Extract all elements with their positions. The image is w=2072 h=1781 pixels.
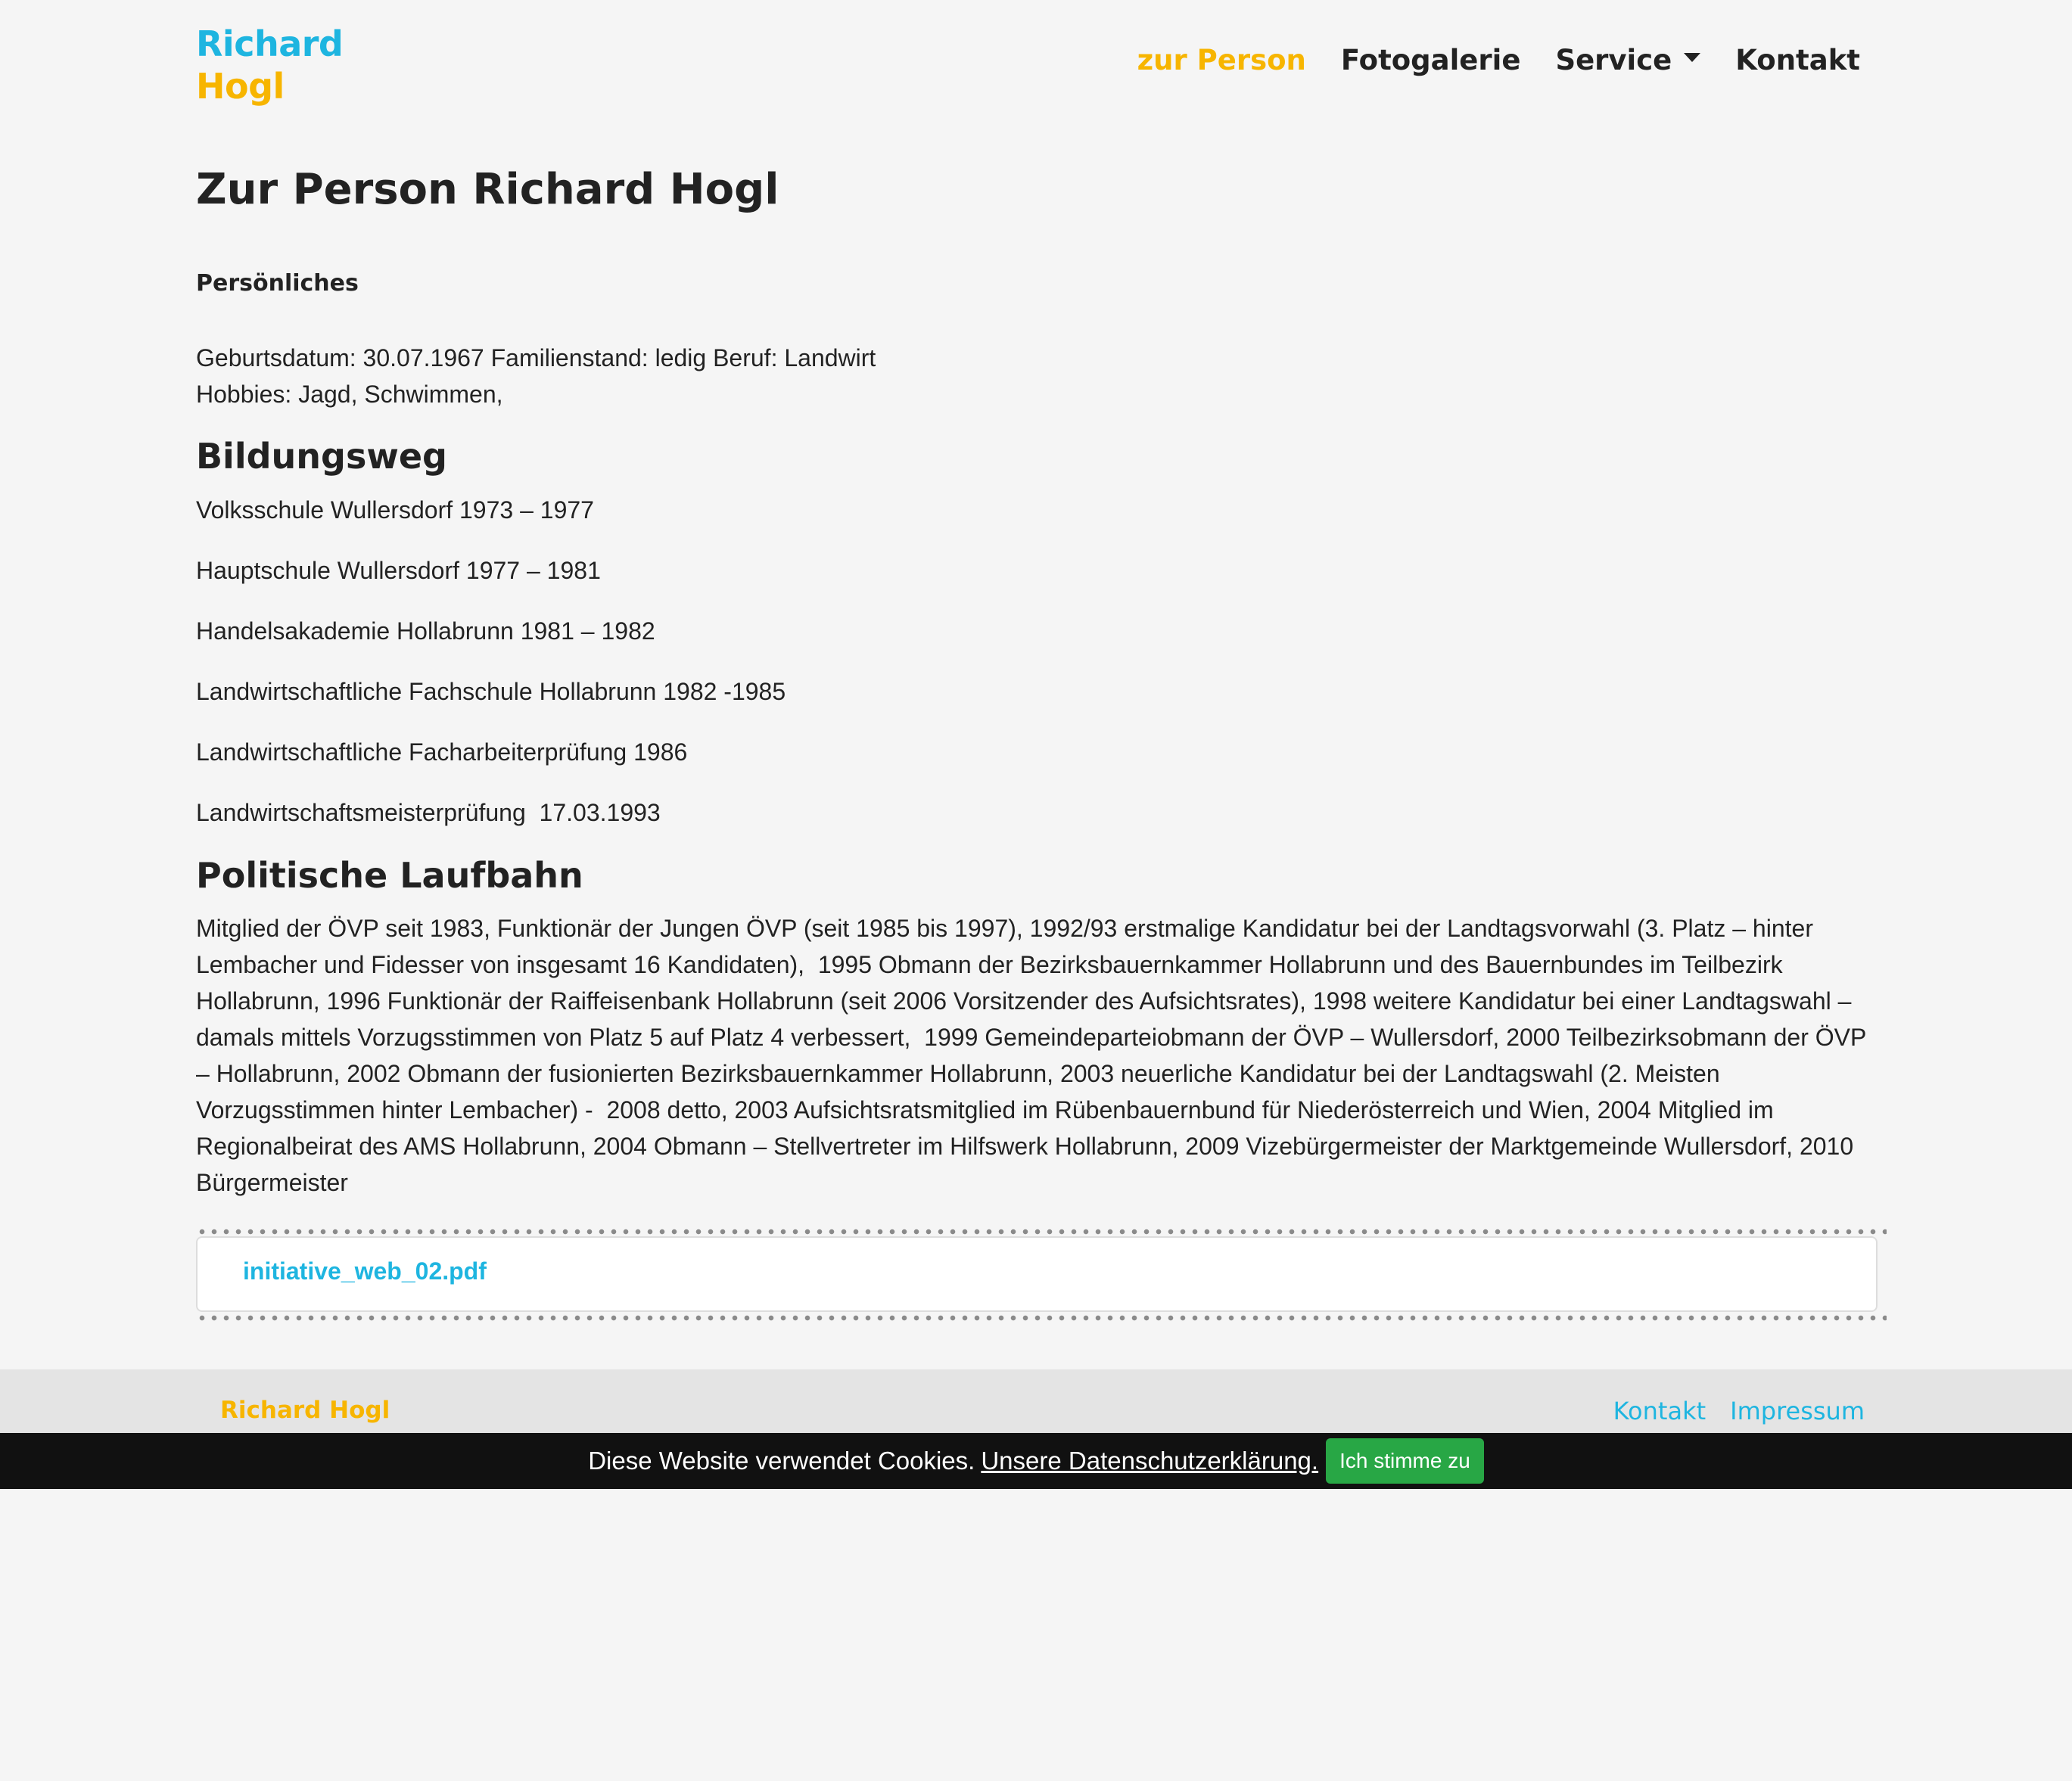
nav-item-kontakt[interactable]: Kontakt — [1735, 44, 1860, 76]
logo-last-name: Hogl — [196, 66, 285, 107]
list-item: Hauptschule Wullersdorf 1977 – 1981 — [196, 557, 601, 584]
footer-link-kontakt[interactable]: Kontakt — [1613, 1397, 1706, 1425]
list-item: Landwirtschaftsmeisterprüfung 17.03.1993 — [196, 799, 661, 826]
footer-links — [1613, 1397, 1865, 1425]
footer-link-impressum[interactable]: Impressum — [1730, 1397, 1865, 1425]
privacy-policy-link[interactable]: Unsere Datenschutzerklärung. — [981, 1447, 1319, 1475]
footer — [0, 1369, 2072, 1433]
nav-item-fotogalerie[interactable]: Fotogalerie — [1340, 44, 1521, 76]
personal-line-2: Hobbies: Jagd, Schwimmen, — [196, 381, 503, 408]
career-heading: Politische Laufbahn — [196, 855, 583, 896]
dotted-divider-bottom — [196, 1315, 1887, 1321]
nav-item-zur-person[interactable]: zur Person — [1137, 44, 1306, 76]
personal-line-1: Geburtsdatum: 30.07.1967 Familienstand: ledig Beruf: Landwirt — [196, 344, 876, 371]
list-item: Volksschule Wullersdorf 1973 – 1977 — [196, 496, 594, 524]
education-heading: Bildungsweg — [196, 436, 447, 477]
main-nav — [1137, 44, 1860, 76]
page-title: Zur Person Richard Hogl — [196, 165, 779, 214]
list-item: Handelsakademie Hollabrunn 1981 – 1982 — [196, 617, 655, 645]
cookie-message: Diese Website verwendet Cookies. — [588, 1447, 975, 1475]
education-list — [196, 492, 786, 855]
footer-brand: Richard Hogl — [220, 1397, 390, 1424]
accept-cookies-button[interactable]: Ich stimme zu — [1326, 1438, 1484, 1484]
cookie-banner — [0, 1433, 2072, 1489]
download-box — [196, 1236, 1878, 1312]
logo-first-name: Richard — [196, 23, 344, 64]
personal-details — [196, 340, 876, 412]
download-link[interactable]: initiative_web_02.pdf — [243, 1257, 487, 1285]
nav-item-service-label: Service — [1555, 44, 1672, 76]
site-logo[interactable] — [196, 23, 343, 107]
career-text: Mitglied der ÖVP seit 1983, Funktionär der Jungen ÖVP (seit 1985 bis 1997), 1992/93 erstmalige Kandidatur bei der Landtagsvorwahl (3. Platz – hinter Lembacher und Fidesser von insgesamt 16 Kandidaten), 1995 Obmann der Bezirksbauernkammer Hollabrunn und des Bauernbundes im Teilbezirk Hollabrunn, 1996 Funktionär der Raiffeisenbank Hollabrunn (seit 2006 Vorsitzender des Aufsichtsrates), 1998 weitere Kandidatur bei einer Landtagswahl – damals mittels Vorzugsstimmen von Platz 5 auf Platz 4 verbessert, 1999 Gemeindeparteiobmann der ÖVP – Wullersdorf, 2000 Teilbezirksobmann der ÖVP – Hollabrunn, 2002 Obmann der fusionierten Bezirksbauernkammer Hollabrunn, 2003 neuerliche Kandidatur bei der Landtagswahl (2. Meisten Vorzugsstimmen hinter Lembacher) - 2008 detto, 2003 Aufsichtsratsmitglied im Rübenbauernbund für Niederösterreich und Wien, 2004 Mitglied im Regionalbeirat des AMS Hollabrunn, 2004 Obmann – Stellvertreter im Hilfswerk Hollabrunn, 2009 Vizebürgermeister der Marktgemeinde Wullersdorf, 2010 Bürgermeister — [196, 915, 1873, 1196]
nav-item-service[interactable] — [1555, 44, 1700, 76]
personal-heading: Persönliches — [196, 270, 359, 297]
chevron-down-icon — [1684, 53, 1700, 62]
list-item: Landwirtschaftliche Fachschule Hollabrunn 1982 -1985 — [196, 678, 786, 705]
dotted-divider-top — [196, 1229, 1887, 1235]
list-item: Landwirtschaftliche Facharbeiterprüfung 1986 — [196, 738, 688, 766]
